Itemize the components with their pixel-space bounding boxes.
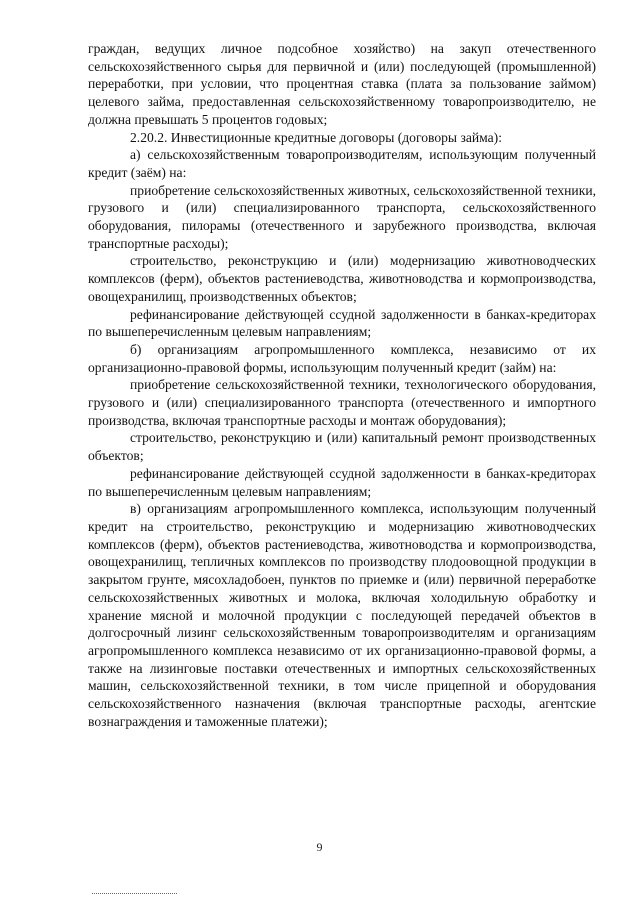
paragraph: 2.20.2. Инвестиционные кредитные договоры (договоры займа): [130, 129, 502, 145]
page-number: 9 [316, 840, 323, 854]
body-text [88, 40, 596, 730]
paragraph: приобретение сельскохозяйственных животных, сельскохозяйственной техники, грузового и (или) специализированного транспорта, сельскохозяйственного оборудования, пилорамы (отечественного и зарубежного производства, включая транспортные расходы); [88, 182, 596, 251]
scan-mark [92, 893, 177, 894]
paragraph: б) организациям агропромышленного комплекса, независимо от их организационно-правовой формы, использующим полученный кредит (займ) на: [88, 341, 596, 375]
paragraph: рефинансирование действующей ссудной задолженности в банках-кредиторах по вышеперечисленным целевым направлениям; [88, 465, 596, 499]
paragraph: а) сельскохозяйственным товаропроизводителям, использующим полученный кредит (заём) на: [88, 147, 596, 180]
paragraph: строительство, реконструкцию и (или) модернизацию животноводческих комплексов (ферм), объектов растениеводства, животноводства и кормопроизводства, овощехранилищ, производственных объектов; [88, 253, 596, 304]
paragraph: строительство, реконструкцию и (или) капитальный ремонт производственных объектов; [88, 430, 596, 464]
paragraph: в) организациям агропромышленного комплекса, использующим полученный кредит на строительство, реконструкцию и модернизацию животноводческих комплексов (ферм), объектов растениеводства, животноводства и кормопроизводства, овощехранилищ, тепличных комплексов по производству плодоовощной продукции в закрытом грунте, мясохладобоен, пунктов по приемке и (или) первичной переработке сельскохозяйственных животных и молока, включая холодильную обработку и хранение мясной и молочной продукции с последующей передачей объектов в долгосрочный лизинг сельскохозяйственным товаропроизводителям и организациям агропромышленного комплекса независимо от их организационно-правовой формы, а также на лизинговые поставки отечественных и импортных сельскохозяйственных машин, сельскохозяйственной техники, в том числе прицепной и оборудования сельскохозяйственного назначения (включая транспортные расходы, агентские вознаграждения и таможенные платежи); [88, 501, 596, 729]
paragraph: рефинансирование действующей ссудной задолженности в банках-кредиторах по вышеперечисленным целевым направлениям; [88, 306, 596, 340]
paragraph: приобретение сельскохозяйственной техники, технологического оборудования, грузового и (или) специализированного транспорта (отечественного и импортного производства, включая транспортные расходы и монтаж оборудования); [88, 377, 596, 428]
paragraph: граждан, ведущих личное подсобное хозяйство) на закуп отечественного сельскохозяйственного сырья для первичной и (или) последующей (промышленной) переработки, при условии, что процентная ставка (плата за пользование займом) целевого займа, предоставленная сельскохозяйственному товаропроизводителю, не должна превышать 5 процентов годовых; [88, 41, 596, 127]
